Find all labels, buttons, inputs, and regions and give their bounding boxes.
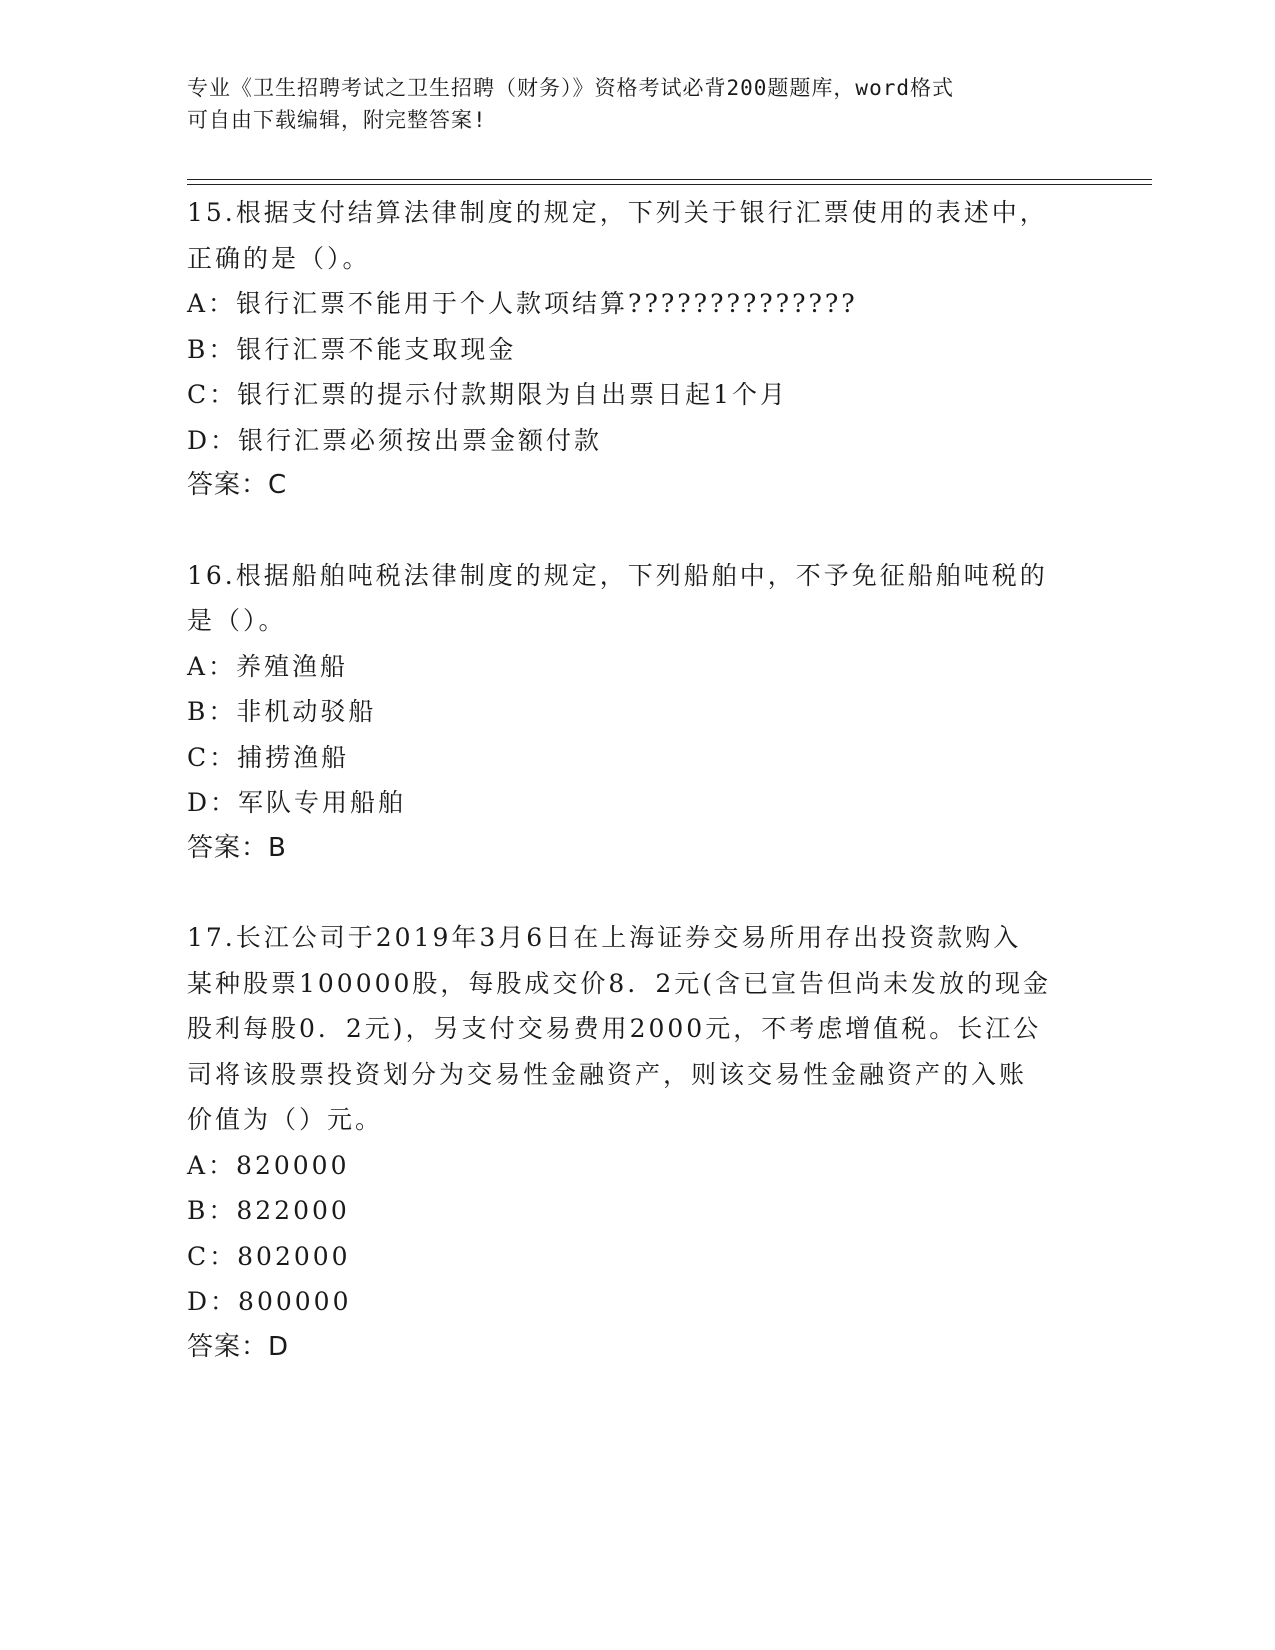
- question-15: [187, 190, 1087, 509]
- question-stem-line: 价值为（）元。: [187, 1105, 384, 1134]
- question-stem-line: 某种股票100000股，每股成交价8．2元(含已宣告但尚未发放的现金: [187, 968, 1052, 998]
- header-line-1: 专业《卫生招聘考试之卫生招聘（财务）》资格考试必背200题题库，word格式: [187, 76, 954, 100]
- option-d: D：银行汇票必须按出票金额付款: [187, 425, 603, 455]
- header-divider-bottom: [187, 184, 1152, 185]
- option-d: D：军队专用船舶: [187, 788, 407, 817]
- option-b: B：822000: [187, 1196, 350, 1225]
- header-line-2: 可自由下载编辑，附完整答案!: [187, 108, 487, 132]
- option-a: A：820000: [187, 1150, 350, 1180]
- question-stem-line: 正确的是（）。: [187, 243, 371, 273]
- option-c: C：802000: [187, 1241, 351, 1271]
- option-b: B：非机动驳船: [187, 697, 377, 726]
- answer: 答案：D: [187, 1331, 290, 1362]
- option-b: B：银行汇票不能支取现金: [187, 334, 517, 364]
- question-17: [187, 915, 1087, 1370]
- answer: 答案：C: [187, 470, 288, 500]
- question-stem-line: 17.长江公司于2019年3月6日在上海证券交易所用存出投资款购入: [187, 923, 1022, 952]
- question-stem-line: 司将该股票投资划分为交易性金融资产，则该交易性金融资产的入账: [187, 1059, 1028, 1089]
- option-c: C：捕捞渔船: [187, 742, 350, 772]
- question-stem-line: 16.根据船舶吨税法律制度的规定，下列船舶中，不予免征船舶吨税的: [187, 560, 1048, 590]
- option-a: A：养殖渔船: [187, 651, 349, 681]
- question-stem-line: 15.根据支付结算法律制度的规定，下列关于银行汇票使用的表述中，: [187, 198, 1048, 227]
- question-stem-line: 股利每股0．2元)，另支付交易费用2000元，不考虑增值税。长江公: [187, 1014, 1042, 1043]
- question-stem-line: 是（）。: [187, 606, 287, 635]
- document-header: [187, 72, 1087, 136]
- option-c: C：银行汇票的提示付款期限为自出票日起1个月: [187, 380, 789, 409]
- question-list: [187, 190, 1087, 1414]
- answer: 答案：B: [187, 832, 287, 863]
- option-a: A：银行汇票不能用于个人款项结算??????????????: [187, 289, 858, 318]
- option-d: D：800000: [187, 1287, 352, 1316]
- header-divider-top: [187, 179, 1152, 180]
- question-16: [187, 553, 1087, 872]
